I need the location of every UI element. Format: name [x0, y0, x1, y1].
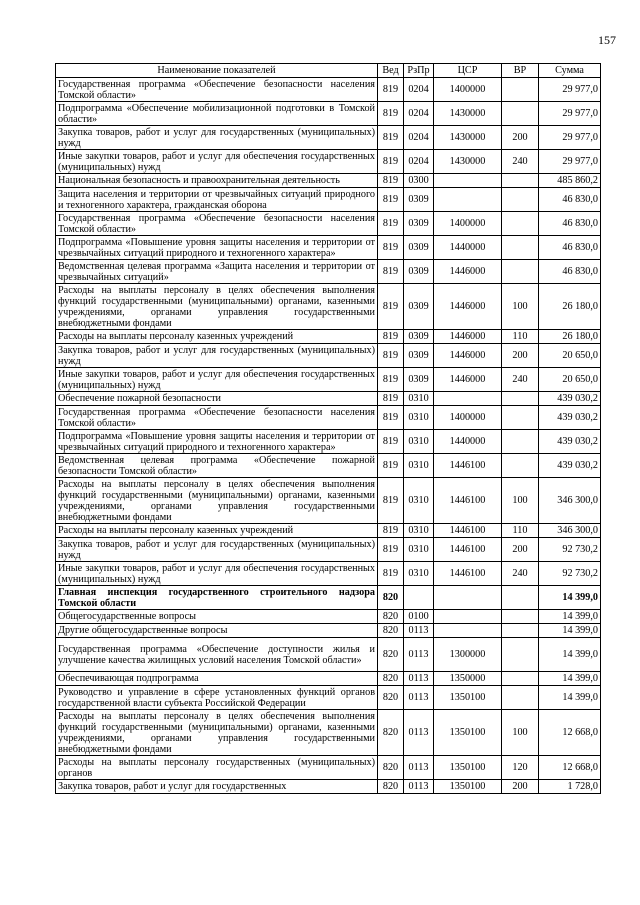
row-csr: 1400000: [434, 78, 502, 102]
row-rzpr: 0204: [404, 102, 434, 126]
table-header-row: [56, 64, 601, 78]
row-rzpr: 0310: [404, 392, 434, 406]
row-rzpr: 0309: [404, 330, 434, 344]
row-sum: 12 668,0: [539, 710, 601, 756]
row-rzpr: 0309: [404, 260, 434, 284]
row-vr: 200: [502, 538, 539, 562]
row-rzpr: 0113: [404, 638, 434, 672]
row-sum: 46 830,0: [539, 188, 601, 212]
row-csr: 1446100: [434, 538, 502, 562]
table-row: [56, 454, 601, 478]
row-name: Подпрограмма «Повышение уровня защиты населения и территории от чрезвычайных ситуаций природного и техногенного характера»: [56, 236, 378, 260]
row-name: Обеспечение пожарной безопасности: [56, 392, 378, 406]
row-csr: [434, 586, 502, 610]
table-row: [56, 188, 601, 212]
table-row: [56, 368, 601, 392]
row-name: Ведомственная целевая программа «Обеспечение пожарной безопасности Томской области»: [56, 454, 378, 478]
row-csr: 1446000: [434, 344, 502, 368]
row-ved: 819: [378, 212, 404, 236]
row-vr: [502, 78, 539, 102]
row-vr: [502, 392, 539, 406]
table-row: [56, 686, 601, 710]
row-sum: 439 030,2: [539, 392, 601, 406]
row-csr: 1350100: [434, 710, 502, 756]
row-vr: 240: [502, 368, 539, 392]
row-rzpr: 0204: [404, 150, 434, 174]
row-csr: 1446100: [434, 478, 502, 524]
row-rzpr: 0113: [404, 686, 434, 710]
table-row: [56, 638, 601, 672]
table-row: [56, 430, 601, 454]
row-ved: 820: [378, 624, 404, 638]
row-name: Закупка товаров, работ и услуг для государственных (муниципальных) нужд: [56, 126, 378, 150]
header-ved: Вед: [378, 64, 404, 78]
table-row: [56, 344, 601, 368]
row-csr: 1446100: [434, 562, 502, 586]
row-csr: 1446100: [434, 524, 502, 538]
table-row: [56, 174, 601, 188]
row-vr: 100: [502, 478, 539, 524]
row-ved: 819: [378, 260, 404, 284]
table-row: [56, 406, 601, 430]
row-vr: 120: [502, 756, 539, 780]
table-row: [56, 524, 601, 538]
row-sum: 29 977,0: [539, 102, 601, 126]
row-vr: [502, 212, 539, 236]
row-csr: [434, 624, 502, 638]
row-ved: 819: [378, 174, 404, 188]
row-sum: 346 300,0: [539, 478, 601, 524]
row-rzpr: 0113: [404, 624, 434, 638]
row-rzpr: 0309: [404, 212, 434, 236]
budget-table: [55, 63, 601, 794]
row-rzpr: 0309: [404, 188, 434, 212]
row-sum: 439 030,2: [539, 430, 601, 454]
row-name: Государственная программа «Обеспечение доступности жилья и улучшение качества жилищных условий населения Томской области»: [56, 638, 378, 672]
row-vr: [502, 174, 539, 188]
row-rzpr: 0300: [404, 174, 434, 188]
row-vr: 200: [502, 344, 539, 368]
row-rzpr: 0310: [404, 478, 434, 524]
row-ved: 820: [378, 710, 404, 756]
row-name: Расходы на выплаты персоналу в целях обеспечения выполнения функций государственными (муниципальными) органами, казенными учреждениями, органами управления государственными внебюджетными фондами: [56, 478, 378, 524]
row-vr: [502, 672, 539, 686]
row-name: Ведомственная целевая программа «Защита населения и территории от чрезвычайных ситуаций»: [56, 260, 378, 284]
row-vr: [502, 454, 539, 478]
row-name: Подпрограмма «Обеспечение мобилизационной подготовки в Томской области»: [56, 102, 378, 126]
row-vr: [502, 260, 539, 284]
row-sum: 29 977,0: [539, 150, 601, 174]
table-row: [56, 212, 601, 236]
row-name: Государственная программа «Обеспечение безопасности населения Томской области»: [56, 78, 378, 102]
row-csr: [434, 610, 502, 624]
row-name: Закупка товаров, работ и услуг для государственных (муниципальных) нужд: [56, 344, 378, 368]
table-row: [56, 150, 601, 174]
row-name: Подпрограмма «Повышение уровня защиты населения и территории от чрезвычайных ситуаций природного и техногенного характера»: [56, 430, 378, 454]
row-csr: 1440000: [434, 236, 502, 260]
row-rzpr: 0113: [404, 756, 434, 780]
row-name: Закупка товаров, работ и услуг для государственных: [56, 780, 378, 794]
row-name: Защита населения и территории от чрезвычайных ситуаций природного и техногенного характера, гражданская оборона: [56, 188, 378, 212]
row-name: Расходы на выплаты персоналу казенных учреждений: [56, 330, 378, 344]
table-row: [56, 610, 601, 624]
row-ved: 819: [378, 78, 404, 102]
row-ved: 819: [378, 284, 404, 330]
row-rzpr: 0113: [404, 710, 434, 756]
table-row: [56, 780, 601, 794]
row-csr: 1430000: [434, 102, 502, 126]
row-vr: 240: [502, 150, 539, 174]
table-row: [56, 260, 601, 284]
table-body: [56, 78, 601, 794]
row-sum: 14 399,0: [539, 610, 601, 624]
row-rzpr: 0309: [404, 284, 434, 330]
row-name: Руководство и управление в сфере установленных функций органов государственной власти субъекта Российской Федерации: [56, 686, 378, 710]
row-vr: [502, 406, 539, 430]
row-csr: 1350100: [434, 756, 502, 780]
row-rzpr: 0309: [404, 368, 434, 392]
header-vr: ВР: [502, 64, 539, 78]
header-rzpr: РзПр: [404, 64, 434, 78]
row-ved: 819: [378, 538, 404, 562]
row-ved: 820: [378, 610, 404, 624]
row-vr: 200: [502, 126, 539, 150]
row-name: Иные закупки товаров, работ и услуг для обеспечения государственных (муниципальных) нужд: [56, 562, 378, 586]
row-sum: 46 830,0: [539, 212, 601, 236]
row-csr: [434, 392, 502, 406]
row-ved: 820: [378, 586, 404, 610]
row-vr: [502, 188, 539, 212]
row-csr: [434, 188, 502, 212]
row-name: Расходы на выплаты персоналу государственных (муниципальных) органов: [56, 756, 378, 780]
row-ved: 819: [378, 330, 404, 344]
row-ved: 819: [378, 454, 404, 478]
row-csr: 1400000: [434, 212, 502, 236]
row-name: Расходы на выплаты персоналу в целях обеспечения выполнения функций государственными (муниципальными) органами, казенными учреждениями, органами управления государственными внебюджетными фондами: [56, 710, 378, 756]
row-csr: 1350000: [434, 672, 502, 686]
header-name: Наименование показателей: [56, 64, 378, 78]
table-row: [56, 562, 601, 586]
row-ved: 819: [378, 406, 404, 430]
row-rzpr: 0310: [404, 538, 434, 562]
row-vr: [502, 610, 539, 624]
row-name: Национальная безопасность и правоохранительная деятельность: [56, 174, 378, 188]
row-ved: 819: [378, 150, 404, 174]
row-ved: 820: [378, 672, 404, 686]
row-ved: 820: [378, 638, 404, 672]
row-csr: 1446000: [434, 330, 502, 344]
row-ved: 819: [378, 368, 404, 392]
row-csr: 1350100: [434, 780, 502, 794]
row-vr: [502, 638, 539, 672]
row-csr: 1446000: [434, 284, 502, 330]
table-row: [56, 236, 601, 260]
row-rzpr: 0113: [404, 672, 434, 686]
row-csr: 1350100: [434, 686, 502, 710]
row-vr: [502, 586, 539, 610]
row-sum: 29 977,0: [539, 78, 601, 102]
row-name: Расходы на выплаты персоналу казенных учреждений: [56, 524, 378, 538]
row-name: Закупка товаров, работ и услуг для государственных (муниципальных) нужд: [56, 538, 378, 562]
table-row: [56, 672, 601, 686]
row-ved: 819: [378, 524, 404, 538]
row-ved: 820: [378, 756, 404, 780]
row-csr: [434, 174, 502, 188]
row-sum: 46 830,0: [539, 236, 601, 260]
table-row: [56, 78, 601, 102]
row-name: Государственная программа «Обеспечение безопасности населения Томской области»: [56, 406, 378, 430]
row-ved: 820: [378, 686, 404, 710]
row-sum: 92 730,2: [539, 562, 601, 586]
row-name: Государственная программа «Обеспечение безопасности населения Томской области»: [56, 212, 378, 236]
row-vr: 110: [502, 524, 539, 538]
row-rzpr: 0310: [404, 524, 434, 538]
row-sum: 439 030,2: [539, 406, 601, 430]
table-row: [56, 330, 601, 344]
row-sum: 20 650,0: [539, 368, 601, 392]
row-rzpr: 0204: [404, 78, 434, 102]
row-rzpr: 0113: [404, 780, 434, 794]
table-row: [56, 284, 601, 330]
row-name: Иные закупки товаров, работ и услуг для обеспечения государственных (муниципальных) нужд: [56, 368, 378, 392]
row-sum: 1 728,0: [539, 780, 601, 794]
row-vr: [502, 686, 539, 710]
row-sum: 20 650,0: [539, 344, 601, 368]
row-sum: 14 399,0: [539, 638, 601, 672]
row-vr: 240: [502, 562, 539, 586]
row-csr: 1400000: [434, 406, 502, 430]
table-row: [56, 710, 601, 756]
row-sum: 14 399,0: [539, 686, 601, 710]
row-name: Общегосударственные вопросы: [56, 610, 378, 624]
row-ved: 820: [378, 780, 404, 794]
row-name: Другие общегосударственные вопросы: [56, 624, 378, 638]
row-sum: 14 399,0: [539, 672, 601, 686]
table-row: [56, 624, 601, 638]
row-csr: 1446100: [434, 454, 502, 478]
row-rzpr: 0310: [404, 406, 434, 430]
row-name: Обеспечивающая подпрограмма: [56, 672, 378, 686]
table-row: [56, 478, 601, 524]
row-sum: 92 730,2: [539, 538, 601, 562]
table-row: [56, 102, 601, 126]
row-csr: 1430000: [434, 150, 502, 174]
row-sum: 26 180,0: [539, 330, 601, 344]
row-ved: 819: [378, 102, 404, 126]
row-sum: 12 668,0: [539, 756, 601, 780]
row-vr: 100: [502, 710, 539, 756]
row-sum: 439 030,2: [539, 454, 601, 478]
row-vr: [502, 624, 539, 638]
row-rzpr: [404, 586, 434, 610]
row-ved: 819: [378, 344, 404, 368]
row-vr: [502, 430, 539, 454]
row-vr: 100: [502, 284, 539, 330]
row-vr: 110: [502, 330, 539, 344]
row-vr: 200: [502, 780, 539, 794]
row-csr: 1446000: [434, 260, 502, 284]
row-name: Расходы на выплаты персоналу в целях обеспечения выполнения функций государственными (муниципальными) органами, казенными учреждениями, органами управления государственными внебюджетными фондами: [56, 284, 378, 330]
row-ved: 819: [378, 392, 404, 406]
row-sum: 26 180,0: [539, 284, 601, 330]
row-sum: 29 977,0: [539, 126, 601, 150]
row-sum: 14 399,0: [539, 624, 601, 638]
row-csr: 1300000: [434, 638, 502, 672]
row-name: Главная инспекция государственного строительного надзора Томской области: [56, 586, 378, 610]
row-rzpr: 0204: [404, 126, 434, 150]
row-rzpr: 0310: [404, 430, 434, 454]
row-ved: 819: [378, 126, 404, 150]
header-csr: ЦСР: [434, 64, 502, 78]
table-row: [56, 392, 601, 406]
row-ved: 819: [378, 236, 404, 260]
table-row: [56, 586, 601, 610]
row-rzpr: 0309: [404, 236, 434, 260]
row-sum: 346 300,0: [539, 524, 601, 538]
row-ved: 819: [378, 478, 404, 524]
row-sum: 14 399,0: [539, 586, 601, 610]
row-rzpr: 0100: [404, 610, 434, 624]
row-sum: 46 830,0: [539, 260, 601, 284]
header-sum: Сумма: [539, 64, 601, 78]
table-row: [56, 538, 601, 562]
row-name: Иные закупки товаров, работ и услуг для обеспечения государственных (муниципальных) нужд: [56, 150, 378, 174]
row-rzpr: 0309: [404, 344, 434, 368]
row-sum: 485 860,2: [539, 174, 601, 188]
row-csr: 1440000: [434, 430, 502, 454]
row-ved: 819: [378, 188, 404, 212]
page-number: 157: [598, 33, 616, 47]
row-ved: 819: [378, 430, 404, 454]
row-csr: 1446000: [434, 368, 502, 392]
row-csr: 1430000: [434, 126, 502, 150]
row-ved: 819: [378, 562, 404, 586]
table-row: [56, 126, 601, 150]
row-vr: [502, 102, 539, 126]
table-row: [56, 756, 601, 780]
row-rzpr: 0310: [404, 562, 434, 586]
row-vr: [502, 236, 539, 260]
row-rzpr: 0310: [404, 454, 434, 478]
